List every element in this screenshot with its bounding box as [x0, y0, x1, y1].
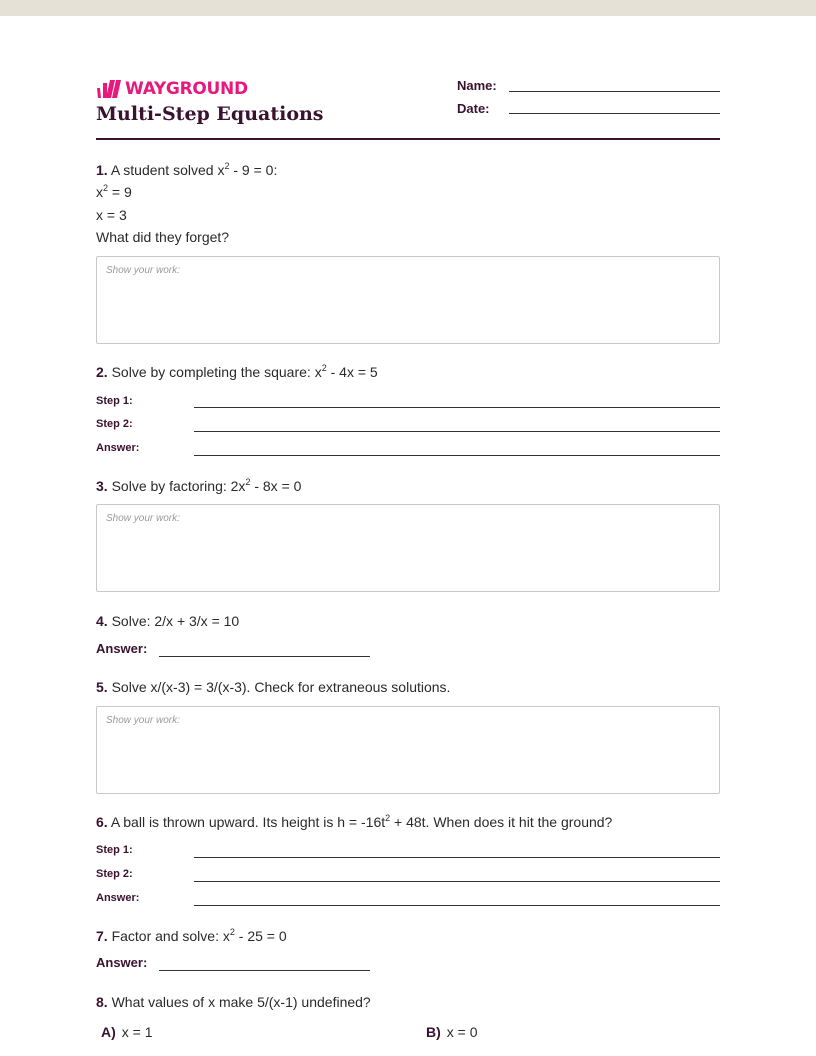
step-2-label: Step 2: [96, 418, 133, 430]
work-box-1[interactable] [96, 256, 720, 344]
worksheet-title: Multi-Step Equations [96, 103, 324, 125]
step-2-label: Step 2: [96, 868, 133, 880]
question-1-line-2: x = 3 [96, 207, 127, 223]
question-number: 2. [96, 364, 108, 380]
question-number: 5. [96, 679, 108, 695]
question-prompt: Solve by completing the square: $x^2 - 4x = 5$ [111, 363, 378, 380]
page-top-bar [0, 0, 816, 16]
question-number: 7. [96, 928, 108, 944]
work-placeholder: Show your work: [106, 715, 180, 726]
step-1-line[interactable] [194, 857, 720, 858]
wayground-logo-icon [96, 79, 122, 99]
answer-line[interactable] [159, 656, 370, 657]
question-prompt: Solve by factoring: $2x^2 - 8x = 0$ [111, 477, 302, 494]
date-label: Date: [457, 101, 490, 116]
question-prompt: Solve x/(x-3) = 3/(x-3). Check for extraneous solutions. [111, 679, 451, 695]
question-7 [96, 928, 287, 944]
answer-line[interactable] [194, 455, 720, 456]
question-number: 4. [96, 613, 108, 629]
question-number: 6. [96, 814, 108, 830]
step-2-line[interactable] [194, 431, 720, 432]
answer-line[interactable] [159, 970, 370, 971]
question-prompt: What values of x make 5/(x-1) undefined? [111, 994, 371, 1010]
question-1-line-3: What did they forget? [96, 229, 230, 245]
step-2-line[interactable] [194, 881, 720, 882]
question-1 [96, 162, 277, 178]
answer-label: Answer: [96, 955, 148, 970]
question-number: 8. [96, 994, 108, 1010]
question-5 [96, 679, 450, 695]
question-number: 1. [96, 162, 108, 178]
question-6 [96, 814, 612, 830]
work-box-3[interactable] [96, 504, 720, 592]
answer-label: Answer: [96, 892, 140, 904]
question-prompt: A ball is thrown upward. Its height is $h = -16t^2 + 48t$. When does it hit the ground? [110, 813, 613, 830]
work-placeholder: Show your work: [106, 265, 180, 276]
brand-logo [96, 78, 248, 100]
question-4 [96, 613, 239, 629]
step-1-label: Step 1: [96, 395, 133, 407]
question-2 [96, 364, 378, 380]
question-number: 3. [96, 478, 108, 494]
step-1-label: Step 1: [96, 844, 133, 856]
choice-letter: B) [426, 1024, 441, 1040]
choice-b[interactable] [426, 1024, 478, 1040]
question-3 [96, 478, 301, 494]
question-prompt: Solve: 2/x + 3/x = 10 [111, 613, 240, 629]
question-prompt: Factor and solve: $x^2 - 25 = 0$ [111, 927, 287, 944]
choice-text: x = 1 [121, 1024, 153, 1040]
choice-letter: A) [101, 1024, 116, 1040]
answer-label: Answer: [96, 641, 148, 656]
step-1-line[interactable] [194, 407, 720, 408]
question-1-line-1: $x^2 = 9$ [96, 183, 132, 200]
date-field[interactable] [509, 113, 720, 114]
question-8 [96, 994, 371, 1010]
answer-label: Answer: [96, 442, 140, 454]
choice-text: x = 0 [446, 1024, 478, 1040]
choice-a[interactable] [101, 1024, 153, 1040]
header-divider [96, 138, 720, 140]
work-box-5[interactable] [96, 706, 720, 794]
work-placeholder: Show your work: [106, 513, 180, 524]
question-prompt: A student solved $x^2 - 9 = 0$: [110, 161, 278, 178]
name-label: Name: [457, 78, 497, 93]
name-field[interactable] [509, 91, 720, 92]
brand-name: WAYGROUND [125, 79, 248, 99]
answer-line[interactable] [194, 905, 720, 906]
